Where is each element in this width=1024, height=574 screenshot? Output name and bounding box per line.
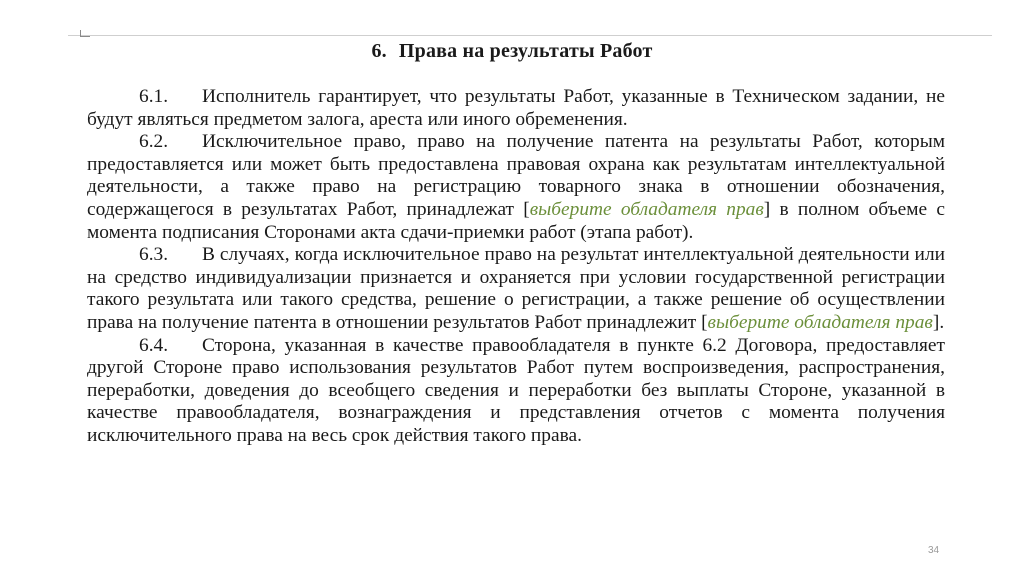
clause-text-cont: в полном объеме с момента подписания Сторонами акта сдачи-приемки работ (этапа работ).: [87, 198, 945, 243]
clause-6-3: [87, 244, 945, 334]
clause-text: Исключительное право, право на получение патента на результаты Работ, которым предоставляется или может быть предоставлена правовая охрана как результатам интеллектуальной деятельности, а также право на регистрацию товарного знака в отношении обозначения, содержащегося в результатах Работ, принадлежат: [87, 131, 945, 220]
clause-text: В случаях, когда исключительное право на результат интеллектуальной деятельности или на средство индивидуализации признается и охраняется при условии государственной регистрации такого результата или такого средства, решение о регистрации, а также решение об осуществлении права на получение патента в отношении результатов Работ принадлежит: [87, 244, 945, 333]
bracket-open: [: [523, 198, 530, 220]
section-number: 6.: [371, 40, 387, 62]
bracket-close: ]: [932, 311, 940, 333]
section-title: Права на результаты Работ: [398, 40, 653, 62]
clause-text-cont: .: [939, 311, 945, 333]
placeholder-text: выберите обладателя прав: [529, 198, 764, 220]
clause-number: 6.4.: [139, 334, 169, 356]
clause-text: Сторона, указанная в качестве правообладателя в пункте 6.2 Договора, предоставляет другой Стороне право использования результатов Работ путем воспроизведения, распространения, переработки, доведения до всеобщего сведения и переработки без выплаты Стороне, указанной в качестве правообладателя, вознаграждения и представления отчетов с момента получения исключительного права на весь срок действия такого права.: [87, 334, 945, 446]
top-divider: [68, 35, 992, 36]
bracket-open: [: [701, 311, 708, 333]
section-body: [87, 86, 945, 448]
section-heading: [0, 38, 1024, 64]
corner-mark: [80, 30, 90, 37]
placeholder-field[interactable]: [701, 312, 939, 333]
clause-number: 6.1.: [139, 86, 169, 107]
clause-6-4: [87, 335, 945, 448]
page-number: 34: [928, 545, 940, 556]
clause-text: Исполнитель гарантирует, что результаты Работ, указанные в Техническом задании, не будут являться предметом залога, ареста или иного обременения.: [87, 86, 945, 130]
clause-6-1: [87, 86, 945, 131]
clause-number: 6.3.: [139, 244, 169, 266]
clause-6-2: [87, 131, 945, 244]
clause-number: 6.2.: [139, 131, 169, 153]
placeholder-text: выберите обладателя прав: [707, 311, 933, 333]
bracket-close: ]: [763, 198, 771, 220]
placeholder-field[interactable]: [523, 199, 770, 220]
